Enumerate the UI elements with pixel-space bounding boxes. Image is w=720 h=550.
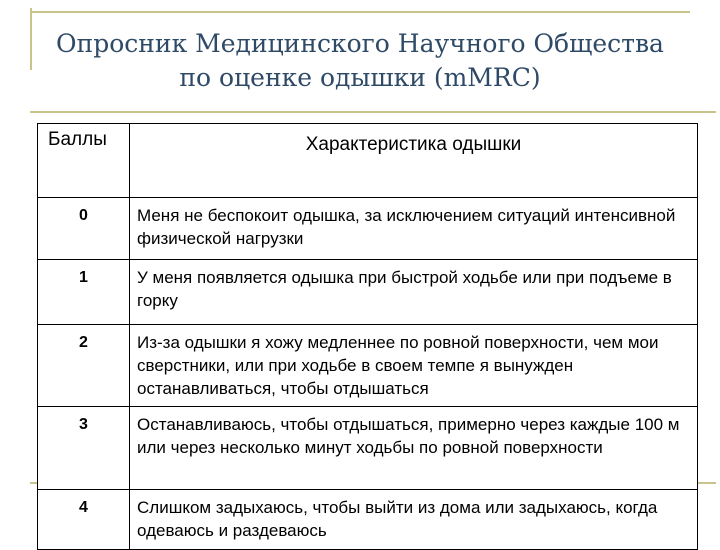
score-cell: 1: [38, 260, 130, 325]
slide-title-line-1: Опросник Медицинского Научного Общества: [56, 29, 664, 58]
score-cell: 3: [38, 407, 130, 490]
table-header-row: [38, 124, 698, 198]
description-cell: У меня появляется одышка при быстрой ходьбе или при подъеме в горку: [130, 260, 698, 325]
mmrc-table: [37, 123, 698, 550]
table-row: [38, 490, 698, 550]
table-row: [38, 325, 698, 407]
description-cell: Слишком задыхаюсь, чтобы выйти из дома или задыхаюсь, когда одеваюсь и раздеваюсь: [130, 490, 698, 550]
header-description: Характеристика одышки: [130, 124, 698, 198]
score-cell: 2: [38, 325, 130, 407]
table-row: [38, 407, 698, 490]
slide-title: [32, 27, 688, 95]
header-score: Баллы: [38, 124, 130, 198]
table-row: [38, 260, 698, 325]
description-cell: Из-за одышки я хожу медленнее по ровной поверхности, чем мои сверстники, или при ходьбе в своем темпе я вынужден останавливаться, чтобы отдышаться: [130, 325, 698, 407]
score-cell: 0: [38, 198, 130, 260]
description-cell: Меня не беспокоит одышка, за исключением ситуаций интенсивной физической нагрузки: [130, 198, 698, 260]
frame-top-line: [30, 11, 690, 13]
frame-middle-line: [30, 111, 716, 113]
slide-title-line-2: по оценке одышки (mMRC): [179, 63, 541, 92]
table-row: [38, 198, 698, 260]
description-cell: Останавливаюсь, чтобы отдышаться, примерно через каждые 100 м или через несколько минут ходьбы по ровной поверхности: [130, 407, 698, 490]
score-cell: 4: [38, 490, 130, 550]
